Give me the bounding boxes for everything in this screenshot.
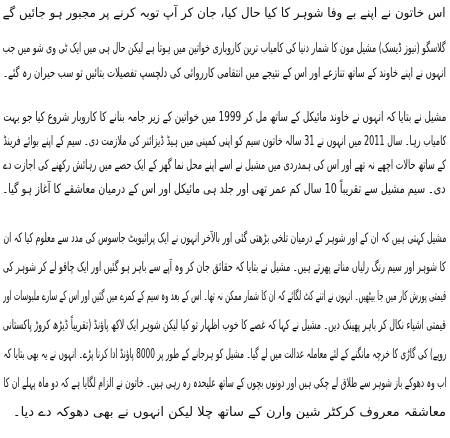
paragraph-line bbox=[3, 154, 446, 178]
paragraph-line bbox=[3, 61, 446, 86]
paragraph-line-text: انہوں نے اپنے خاوند کے ساتھ تنازعے اور اس کے نتیجے میں انتقامی کارروائی کی دلچسپ تفصیلات بتائیں تو سب حیران رہ گئے۔ bbox=[3, 66, 446, 81]
paragraph-line bbox=[3, 130, 446, 154]
paragraph-line-text: معاشقہ معروف کرکٹر شین وارن کے ساتھ چلا لیکن انہوں نے بھی دھوکہ دے دیا۔ bbox=[13, 405, 446, 420]
paragraph-line bbox=[3, 36, 446, 61]
paragraph-revenge bbox=[3, 224, 446, 427]
paragraph-line bbox=[3, 311, 446, 340]
paragraph-line-text: کے ساتھ حالات اچھے نہ تھے اور اس کی ہمدردی میں مشیل نے اسے اپنے محل نما گھر کے ایک حصے میں رہائش رکھنے کی اجازت دے bbox=[3, 158, 446, 173]
paragraph-line-text: قیمتی اشیاء نکال کر باہر پھینک دیں۔ مشیل نے کہا کہ غصے کا خوب اظہار تو کیا لیکن شوہر ایک لاکھ پاؤنڈ (تقریباً ڈیڑھ کروڑ پاکستانی bbox=[3, 318, 446, 333]
paragraph-line-text: گلاسگو (نیوز ڈیسک) مشیل مون کا شمار دنیا کی کامیاب ترین کاروباری خواتین میں ہوتا ہے لیکن حال ہی میں ایک ٹی وی شو میں جب bbox=[3, 41, 446, 56]
paragraph-line bbox=[3, 253, 446, 282]
paragraph-line-text: قیمتی پورش کار میں جا بیٹھیں۔ انہوں نے اتنے کٹ لگائے کہ ان کا شمار ممکن نہ تھا۔ اس کے بعد وہ سیم کے کمرے میں گئیں اور اس کے سارے ملبوسات اور bbox=[3, 289, 446, 304]
paragraph-line bbox=[3, 340, 446, 369]
paragraph-line bbox=[3, 282, 446, 311]
paragraph-line-text: اب وہ دھوکے باز شوہر سے طلاق لے چکی ہیں اور دونوں بچوں کے ساتھ علیحدہ رہ رہی ہیں۔ خاتون نے الزام لگایا ہے کہ دو ماہ پہلے ان کا bbox=[3, 376, 446, 391]
paragraph-background bbox=[3, 106, 446, 202]
headline-text: اس خاتون نے اپنے بے وفا شوہر کا کیا حال کیا، جان کر آپ توبہ کرنے پر مجبور ہو جائیں گے bbox=[3, 6, 446, 21]
paragraph-line-text: دی۔ سیم مشیل سے تقریباً 10 سال کم عمر تھی اور جلد ہی مائیکل اور اس کے درمیان معاشقے کا آغاز ہو گیا۔ bbox=[3, 182, 446, 197]
paragraph-line bbox=[3, 398, 446, 427]
paragraph-line-text: کامیاب رہا۔ سال 2011 میں انہوں نے 31 سالہ خاتون سیم کو اپنی کمپنی میں ہیڈ ڈیزائنر کی ملازمت دی۔ سیم کے اپنے بوائے فرینڈ bbox=[3, 134, 446, 149]
paragraph-line-text: روپے) کی گاڑی کا خرچہ مانگنے کے لئے معاملہ عدالت میں لے گیا۔ مشیل کو ہرجانے کے طور پر 8000 پاؤنڈ ادا کرنا پڑے۔ انہوں نے یہ بھی بتایا کہ bbox=[3, 347, 446, 362]
paragraph-line bbox=[3, 369, 446, 398]
paragraph-intro bbox=[3, 36, 446, 86]
paragraph-line-text: مشیل نے بتایا کہ انہوں نے خاوند مائیکل کے ساتھ مل کر 1999 میں خواتین کے زیر جامہ بنانے کا کاروبار شروع کیا جو بہت bbox=[3, 110, 446, 125]
article-headline bbox=[3, 1, 446, 26]
paragraph-line bbox=[3, 178, 446, 202]
paragraph-line bbox=[3, 106, 446, 130]
paragraph-line-text: کا شوہر اور سیم رنگ رلیاں مناتے پھرتے ہیں۔ مشیل نے بتایا کہ حقائق جان کر وہ آپے سے باہر ہو گئیں اور ایک چاقو لے کر شوہر کی bbox=[3, 260, 446, 275]
paragraph-line-text: مشیل کہتی ہیں کہ ان کے اور شوہر کے درمیان تلخی بڑھتی گئی اور بالآخر انہوں نے ایک پرائیویٹ جاسوس کی مدد سے معلوم کیا کہ ان bbox=[3, 231, 446, 246]
paragraph-line bbox=[3, 224, 446, 253]
